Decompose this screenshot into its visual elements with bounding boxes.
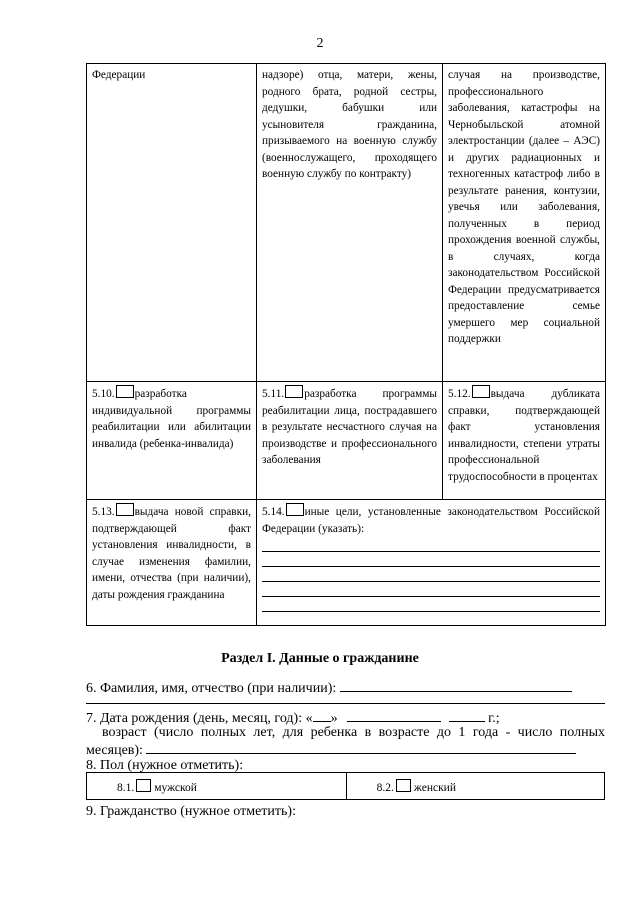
field-8: 8. Пол (нужное отметить): [86,758,244,773]
birth-day-input[interactable] [313,709,331,722]
full-name-line-2[interactable] [86,703,605,704]
option-label: разработка индивидуальной программы реабилитации или абилитации инвалида (ребенка-инвалида) [92,388,251,450]
age-input[interactable] [146,741,576,754]
cell-1-3 [443,64,606,382]
cell-text: случая на производстве, профессионального заболевания, катастрофы на Чернобыльской атомной электростанции (далее – АЭС) и других радиационных и техногенных катастроф либо в результате ранения, контузии, увечья или заболевания, полученных в период прохождения военной службы, в случаях, когда законодательством Российской Федерации предусматривается предоставление семье умершего мер социальной поддержки [448,69,600,345]
option-number: 5.14. [262,506,285,518]
option-label: иные цели, установленные законодательством Российской Федерации (указать): [262,506,600,535]
other-purpose-line-4[interactable] [262,582,600,597]
checkbox-female[interactable] [396,779,411,792]
sex-female [346,773,604,800]
checkbox-male[interactable] [136,779,151,792]
cell-1-1 [87,64,257,382]
purpose-table [86,63,606,626]
sex-table [86,772,605,800]
checkbox-5-13[interactable] [116,503,134,516]
option-5-14 [257,500,606,626]
option-label: разработка программы реабилитации лица, пострадавшего в результате несчастного случая на производстве и профессионального заболевания [262,388,437,466]
cell-text: Федерации [92,69,146,81]
field-7-age [86,724,605,759]
option-number: 5.12. [448,388,471,400]
option-5-11 [257,382,443,500]
other-purpose-line-2[interactable] [262,552,600,567]
cell-text: надзоре) отца, матери, жены, родного брата, родной сестры, дедушки, бабушки или усыновителя гражданина, призываемого на военную службу (военнослужащего, проходящего военную службу по контракту) [262,69,437,180]
field-7-label: 7. Дата рождения (день, месяц, год): « [86,711,313,726]
option-5-13 [87,500,257,626]
option-5-12 [443,382,606,500]
checkbox-5-14[interactable] [286,503,304,516]
birth-month-input[interactable] [347,709,441,722]
field-6 [86,679,572,697]
birth-year-input[interactable] [449,709,485,722]
option-number: 5.11. [262,388,285,400]
checkbox-5-12[interactable] [472,385,490,398]
option-number: 5.10. [92,388,115,400]
other-purpose-line-1[interactable] [262,537,600,552]
option-5-10 [87,382,257,500]
field-6-label: 6. Фамилия, имя, отчество (при наличии): [86,681,337,696]
option-label: выдача новой справки, подтверждающей факт установления инвалидности, в случае изменения фамилии, имени, отчества (при наличии), даты рождения гражданина [92,506,251,601]
option-number: 8.1. [117,781,135,794]
field-7-year-suffix: г.; [488,711,500,726]
cell-1-2 [257,64,443,382]
checkbox-5-10[interactable] [116,385,134,398]
field-9: 9. Гражданство (нужное отметить): [86,804,296,819]
field-7-age-label: возраст (число полных лет, для ребенка в возрасте до 1 года - число полных месяцев): [86,725,605,758]
section-title: Раздел I. Данные о гражданине [221,651,419,666]
option-label: выдача дубликата справки, подтверждающей факт установления инвалидности, степени утраты профессиональной трудоспособности в процентах [448,388,600,483]
checkbox-5-11[interactable] [285,385,303,398]
option-number: 5.13. [92,506,115,518]
option-label: мужской [154,781,197,794]
option-number: 8.2. [376,781,394,794]
full-name-input[interactable] [340,679,572,692]
sex-male [87,773,347,800]
other-purpose-line-5[interactable] [262,597,600,612]
other-purpose-line-3[interactable] [262,567,600,582]
option-label: женский [413,781,456,794]
field-7-quote: » [330,711,338,726]
page-number: 2 [316,36,324,51]
